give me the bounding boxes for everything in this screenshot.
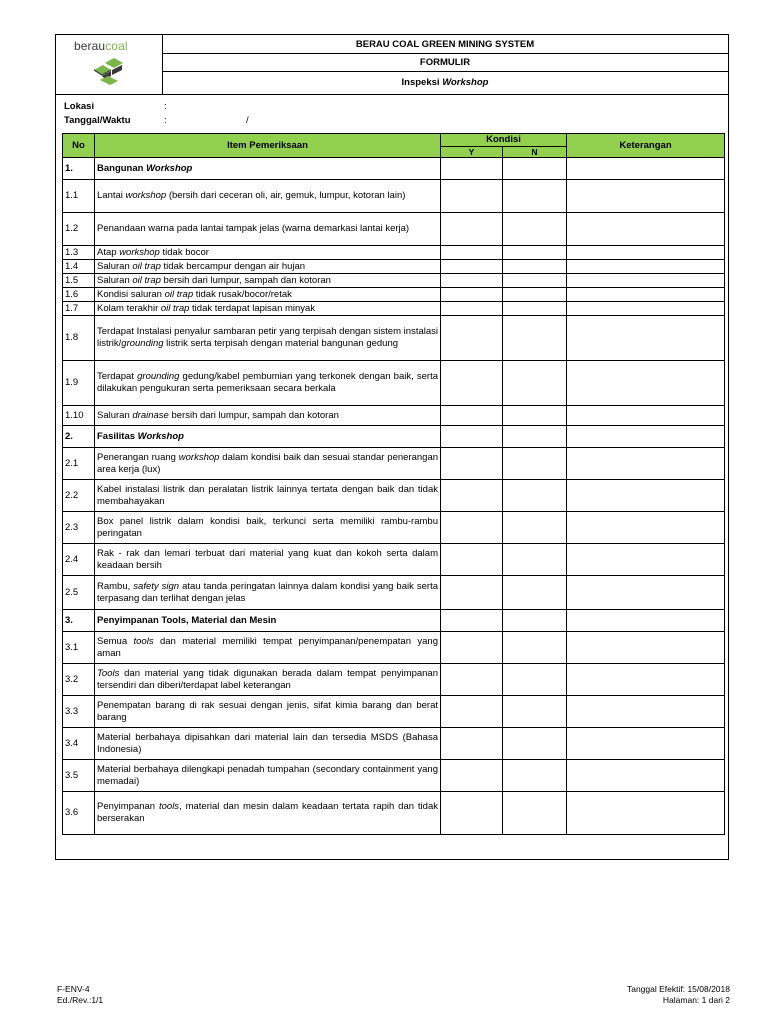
condition-y-cell[interactable] [441, 361, 503, 406]
form-title-italic: Workshop [442, 77, 489, 88]
condition-n-cell[interactable] [503, 361, 567, 406]
condition-n-cell[interactable] [503, 260, 567, 274]
text-fragment: oil trap [132, 260, 161, 272]
condition-y-cell[interactable] [441, 316, 503, 361]
text-fragment: Workshop [146, 162, 193, 174]
page-number: Halaman: 1 dari 2 [662, 995, 730, 1005]
item-description [95, 246, 441, 260]
location-colon: : [164, 101, 167, 112]
column-header-item: Item Pemeriksaan [95, 134, 441, 158]
remarks-cell[interactable] [567, 158, 725, 180]
remarks-cell[interactable] [567, 302, 725, 316]
item-description [95, 480, 441, 512]
text-fragment: Penyimpanan [97, 801, 159, 812]
footer-left [57, 984, 103, 1006]
condition-n-cell[interactable] [503, 406, 567, 426]
row-number: 1. [63, 158, 95, 180]
row-number: 1.8 [63, 316, 95, 361]
remarks-cell[interactable] [567, 728, 725, 760]
condition-n-cell[interactable] [503, 728, 567, 760]
item-description [95, 576, 441, 610]
condition-y-cell[interactable] [441, 728, 503, 760]
logo-cell [56, 35, 163, 94]
datetime-label: Tanggal/Waktu [64, 115, 131, 126]
row-number: 3.4 [63, 728, 95, 760]
column-header-remarks: Keterangan [567, 134, 725, 158]
table-row [63, 792, 725, 835]
remarks-cell[interactable] [567, 696, 725, 728]
text-fragment: safety sign [133, 580, 180, 592]
item-description [95, 664, 441, 696]
row-number: 1.3 [63, 246, 95, 260]
condition-n-cell[interactable] [503, 760, 567, 792]
text-fragment: Penempatan barang di rak sesuai dengan jenis, sifat kimia barang dan berat barang [97, 699, 438, 723]
text-fragment: Semua [97, 635, 134, 647]
remarks-cell[interactable] [567, 664, 725, 696]
row-number: 2.2 [63, 480, 95, 512]
text-fragment: tidak rusak/bocor/retak [193, 288, 292, 300]
inspection-rows [63, 158, 725, 835]
item-description [95, 544, 441, 576]
condition-n-cell[interactable] [503, 792, 567, 835]
text-fragment: Penandaan warna pada lantai tampak jelas (warna demarkasi lantai kerja) [97, 223, 410, 234]
table-row [63, 576, 725, 610]
condition-n-cell[interactable] [503, 180, 567, 213]
form-frame [55, 34, 729, 860]
section-title [95, 158, 441, 180]
text-fragment: grounding [121, 338, 164, 349]
condition-n-cell[interactable] [503, 544, 567, 576]
condition-n-cell[interactable] [503, 246, 567, 260]
section-row [63, 610, 725, 632]
condition-y-cell[interactable] [441, 792, 503, 835]
item-description [95, 448, 441, 480]
row-number: 1.7 [63, 302, 95, 316]
condition-n-cell[interactable] [503, 576, 567, 610]
column-header-y: Y [441, 147, 503, 158]
text-fragment: Box panel listrik dalam kondisi baik, terkunci serta memiliki rambu-rambu peringatan [97, 515, 438, 539]
text-fragment: Tools [97, 667, 120, 679]
condition-y-cell[interactable] [441, 760, 503, 792]
remarks-cell[interactable] [567, 246, 725, 260]
condition-n-cell[interactable] [503, 448, 567, 480]
table-row [63, 213, 725, 246]
text-fragment: Saluran [97, 274, 133, 286]
remarks-cell[interactable] [567, 426, 725, 448]
text-fragment: Saluran [97, 409, 133, 421]
item-description [95, 213, 441, 246]
table-row [63, 406, 725, 426]
row-number: 2. [63, 426, 95, 448]
text-fragment: dan material yang tidak digunakan berada dalam tempat penyimpanan tersendiri dan diberi/terdapat label keterangan [97, 667, 438, 691]
remarks-cell[interactable] [567, 760, 725, 792]
item-description [95, 302, 441, 316]
text-fragment: Penerangan ruang [97, 451, 179, 463]
condition-y-cell[interactable] [441, 664, 503, 696]
condition-n-cell[interactable] [503, 213, 567, 246]
condition-y-cell[interactable] [441, 576, 503, 610]
condition-n-cell[interactable] [503, 274, 567, 288]
company-logo-icon [92, 55, 126, 87]
remarks-cell[interactable] [567, 632, 725, 664]
row-number: 2.3 [63, 512, 95, 544]
condition-n-cell[interactable] [503, 288, 567, 302]
item-description [95, 632, 441, 664]
text-fragment: Material berbahaya dipisahkan dari material lain dan tersedia MSDS (Bahasa Indonesia) [97, 731, 438, 755]
table-row [63, 544, 725, 576]
row-number: 3.2 [63, 664, 95, 696]
remarks-cell[interactable] [567, 448, 725, 480]
text-fragment: bersih dari lumpur, sampah dan kotoran [168, 409, 339, 421]
text-fragment: atau tanda peringatan lainnya dalam kondisi yang baik serta terpasang dan terlihat dengan jelas [97, 580, 438, 604]
text-fragment: dalam kondisi baik dan sesuai standar penerangan area kerja (lux) [97, 451, 439, 475]
remarks-cell[interactable] [567, 213, 725, 246]
condition-y-cell[interactable] [441, 512, 503, 544]
system-title: BERAU COAL GREEN MINING SYSTEM [162, 35, 728, 54]
column-header-condition: Kondisi [441, 134, 567, 147]
inspection-table [62, 133, 725, 835]
table-row [63, 302, 725, 316]
condition-n-cell[interactable] [503, 512, 567, 544]
table-row [63, 361, 725, 406]
table-row [63, 480, 725, 512]
text-fragment: Fasilitas [97, 430, 138, 442]
text-fragment: Kabel instalasi listrik dan peralatan listrik lainnya tertata dengan baik dan tidak membahayakan [97, 483, 438, 507]
item-description [95, 406, 441, 426]
item-description [95, 288, 441, 302]
condition-y-cell[interactable] [441, 158, 503, 180]
row-number: 2.4 [63, 544, 95, 576]
condition-n-cell[interactable] [503, 696, 567, 728]
company-logo-text [74, 39, 128, 53]
condition-n-cell[interactable] [503, 632, 567, 664]
remarks-cell[interactable] [567, 361, 725, 406]
item-description [95, 696, 441, 728]
row-number: 1.4 [63, 260, 95, 274]
text-fragment: Terdapat Instalasi penyalur sambaran petir yang terpisah dengan sistem instalasi listrik/ [97, 326, 438, 349]
item-description [95, 260, 441, 274]
condition-y-cell[interactable] [441, 480, 503, 512]
text-fragment: gedung/kabel pembumian yang terkonek dengan baik, serta dilakukan pengukuran serta pemeriksaan secara berkala [97, 371, 438, 394]
condition-n-cell[interactable] [503, 316, 567, 361]
section-title [95, 610, 441, 632]
row-number: 1.2 [63, 213, 95, 246]
table-row [63, 260, 725, 274]
text-fragment: grounding [137, 371, 180, 382]
condition-y-cell[interactable] [441, 448, 503, 480]
text-fragment: workshop [178, 451, 220, 463]
text-fragment: bersih dari lumpur, sampah dan kotoran [160, 274, 331, 286]
form-title-prefix: Inspeksi [401, 77, 443, 88]
row-number: 1.1 [63, 180, 95, 213]
remarks-cell[interactable] [567, 480, 725, 512]
table-row [63, 760, 725, 792]
remarks-cell[interactable] [567, 544, 725, 576]
text-fragment: Lantai [97, 190, 126, 201]
condition-y-cell[interactable] [441, 610, 503, 632]
section-title [95, 426, 441, 448]
effective-date: Tanggal Efektif: 15/08/2018 [626, 984, 730, 994]
table-row [63, 664, 725, 696]
text-fragment: tidak bocor [159, 246, 209, 258]
table-row [63, 512, 725, 544]
item-description [95, 792, 441, 835]
remarks-cell[interactable] [567, 274, 725, 288]
table-row [63, 246, 725, 260]
remarks-cell[interactable] [567, 288, 725, 302]
text-fragment: dan material memiliki tempat penyimpanan/penempatan yang aman [97, 635, 438, 659]
text-fragment: tidak bercampur dengan air hujan [160, 260, 306, 272]
table-row [63, 448, 725, 480]
text-fragment: oil trap [160, 302, 190, 314]
condition-n-cell[interactable] [503, 610, 567, 632]
item-description [95, 361, 441, 406]
text-fragment: listrik serta terpisah dengan material bangunan gedung [163, 338, 399, 349]
logo-brand-part2: coal [105, 39, 128, 53]
remarks-cell[interactable] [567, 610, 725, 632]
edition-revision: Ed./Rev.:1/1 [57, 995, 104, 1005]
form-label: FORMULIR [162, 54, 728, 72]
remarks-cell[interactable] [567, 576, 725, 610]
text-fragment: Atap [97, 246, 120, 258]
text-fragment: Rak - rak dan lemari terbuat dari material yang kuat dan kokoh serta dalam keadaan bersih [97, 547, 438, 571]
text-fragment: Terdapat [97, 371, 138, 382]
remarks-cell[interactable] [567, 180, 725, 213]
remarks-cell[interactable] [567, 792, 725, 835]
section-row [63, 426, 725, 448]
text-fragment: tools [158, 801, 180, 812]
item-description [95, 760, 441, 792]
text-fragment: workshop [125, 190, 167, 201]
row-number: 1.6 [63, 288, 95, 302]
row-number: 2.5 [63, 576, 95, 610]
remarks-cell[interactable] [567, 406, 725, 426]
datetime-separator: / [246, 115, 249, 126]
remarks-cell[interactable] [567, 512, 725, 544]
condition-y-cell[interactable] [441, 288, 503, 302]
remarks-cell[interactable] [567, 260, 725, 274]
row-number: 3.6 [63, 792, 95, 835]
condition-y-cell[interactable] [441, 426, 503, 448]
text-fragment: tidak terdapat lapisan minyak [189, 302, 316, 314]
row-number: 1.5 [63, 274, 95, 288]
text-fragment: tools [133, 635, 154, 647]
item-description [95, 316, 441, 361]
remarks-cell[interactable] [567, 316, 725, 361]
form-title [162, 72, 728, 93]
table-row [63, 696, 725, 728]
table-row [63, 728, 725, 760]
text-fragment: Kondisi saluran [97, 288, 165, 300]
item-description [95, 728, 441, 760]
condition-n-cell[interactable] [503, 302, 567, 316]
text-fragment: Kolam terakhir [97, 302, 161, 314]
table-row [63, 316, 725, 361]
condition-y-cell[interactable] [441, 180, 503, 213]
document-code: F-ENV-4 [57, 984, 90, 994]
text-fragment: Material berbahaya dilengkapi penadah tumpahan (secondary containment yang memadai) [97, 763, 438, 787]
table-row [63, 288, 725, 302]
text-fragment: Bangunan [97, 162, 147, 174]
condition-y-cell[interactable] [441, 406, 503, 426]
condition-y-cell[interactable] [441, 302, 503, 316]
row-number: 2.1 [63, 448, 95, 480]
text-fragment: Rambu, [97, 580, 134, 592]
text-fragment: Workshop [137, 430, 184, 442]
item-description [95, 180, 441, 213]
table-row [63, 632, 725, 664]
condition-y-cell[interactable] [441, 696, 503, 728]
form-header [56, 35, 728, 95]
condition-y-cell[interactable] [441, 632, 503, 664]
item-description [95, 274, 441, 288]
text-fragment: oil trap [164, 288, 194, 300]
row-number: 3.5 [63, 760, 95, 792]
text-fragment: drainase [132, 409, 169, 421]
footer-right [627, 984, 730, 1006]
row-number: 3. [63, 610, 95, 632]
condition-n-cell[interactable] [503, 664, 567, 696]
text-fragment: (bersih dari ceceran oli, air, gemuk, lumpur, kotoran lain) [166, 190, 406, 201]
text-fragment: Penyimpanan Tools, Material dan Mesin [97, 614, 277, 626]
table-row [63, 180, 725, 213]
condition-y-cell[interactable] [441, 260, 503, 274]
row-number: 1.9 [63, 361, 95, 406]
condition-n-cell[interactable] [503, 158, 567, 180]
condition-y-cell[interactable] [441, 213, 503, 246]
table-row [63, 274, 725, 288]
row-number: 3.1 [63, 632, 95, 664]
text-fragment: , material dan mesin dalam keadaan tertata rapih dan tidak berserakan [97, 801, 438, 824]
condition-y-cell[interactable] [441, 544, 503, 576]
row-number: 1.10 [63, 406, 95, 426]
datetime-colon: : [164, 115, 167, 126]
condition-y-cell[interactable] [441, 246, 503, 260]
row-number: 3.3 [63, 696, 95, 728]
text-fragment: oil trap [132, 274, 161, 286]
text-fragment: Saluran [97, 260, 133, 272]
condition-n-cell[interactable] [503, 426, 567, 448]
logo-brand-part1: berau [74, 39, 106, 53]
column-header-no: No [63, 134, 95, 158]
text-fragment: workshop [119, 246, 160, 258]
condition-n-cell[interactable] [503, 480, 567, 512]
item-description [95, 512, 441, 544]
condition-y-cell[interactable] [441, 274, 503, 288]
location-label: Lokasi [64, 101, 95, 112]
section-row [63, 158, 725, 180]
column-header-n: N [503, 147, 567, 158]
